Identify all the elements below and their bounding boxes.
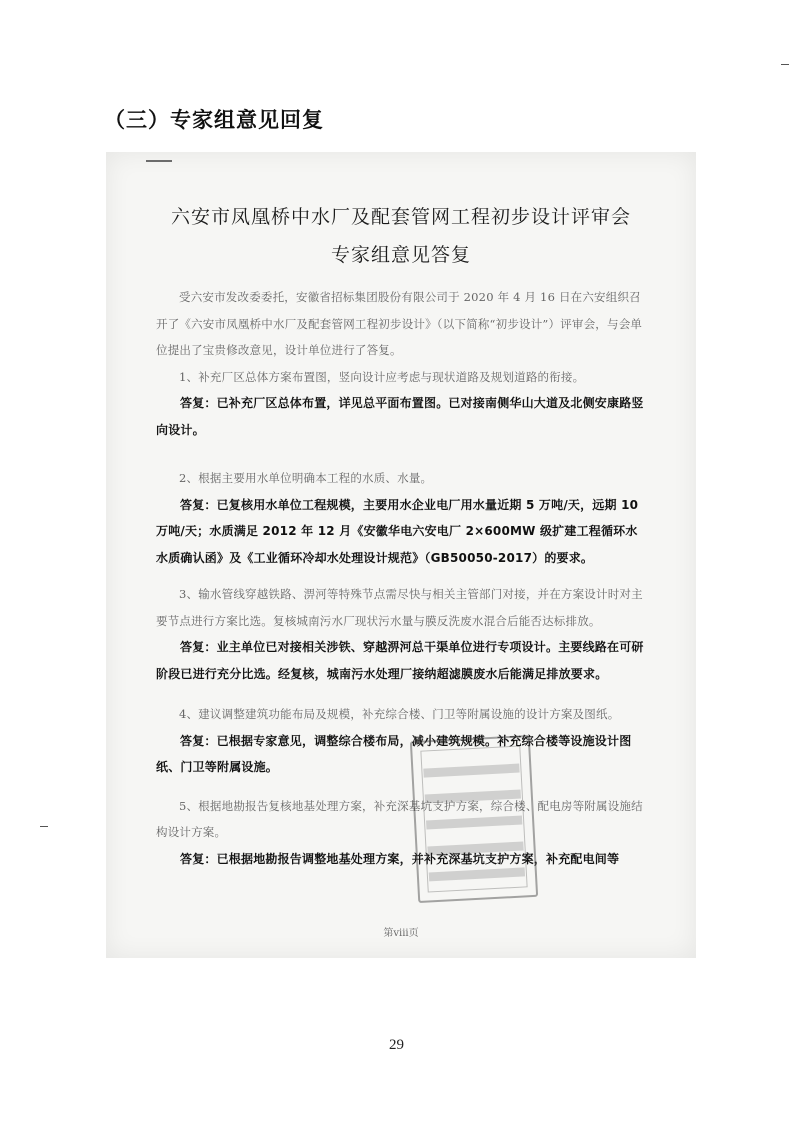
reply-4 xyxy=(156,728,644,781)
intro-paragraph: 受六安市发改委委托，安徽省招标集团股份有限公司于 2020 年 4 月 16 日在六安组织召开了《六安市凤凰桥中水厂及配套管网工程初步设计》（以下简称“初步设计”）评审会，与会单位提出了宝贵修改意见，设计单位进行了答复。 xyxy=(156,290,643,357)
opinion-2: 2、根据主要用水单位明确本工程的水质、水量。 xyxy=(179,471,433,485)
scan-dash-mark xyxy=(146,160,172,162)
scan-edge-mark xyxy=(781,64,789,65)
reply-1 xyxy=(156,390,644,443)
reply-text: 已根据地勘报告调整地基处理方案，并补充深基坑支护方案，补充配电间等 xyxy=(216,851,620,866)
reply-label: 答复： xyxy=(180,497,217,512)
reply-text: 已复核用水单位工程规模，主要用水企业电厂用水量近期 5 万吨/天，远期 10 万吨/天；水质满足 2012 年 12 月《安徽华电六安电厂 2×600MW 级扩建工程循环水水质确认函》及《工业循环冷却水处理设计规范》（GB50050-2017）的要求。 xyxy=(156,497,639,565)
opinion-5: 5、根据地勘报告复核地基处理方案，补充深基坑支护方案，综合楼、配电房等附属设施结构设计方案。 xyxy=(156,798,643,839)
reply-text: 已补充厂区总体布置，详见总平面布置图。已对接南侧华山大道及北侧安康路竖向设计。 xyxy=(156,396,644,437)
reply-label: 答复： xyxy=(180,733,217,748)
section-heading: （三）专家组意见回复 xyxy=(104,108,324,132)
reply-text: 已根据专家意见，调整综合楼布局，减小建筑规模。补充综合楼等设施设计图纸、门卫等附属设施。 xyxy=(156,733,632,774)
opinion-4: 4、建议调整建筑功能布局及规模，补充综合楼、门卫等附属设施的设计方案及图纸。 xyxy=(179,707,620,721)
reply-label: 答复： xyxy=(180,396,217,410)
scan-edge-mark xyxy=(40,826,48,827)
reply-label: 答复： xyxy=(180,851,217,866)
reply-2 xyxy=(156,492,644,572)
document-body xyxy=(156,284,644,872)
opinion-1: 1、补充厂区总体方案布置图，竖向设计应考虑与现状道路及规划道路的衔接。 xyxy=(179,369,585,384)
document-title: 六安市凤凰桥中水厂及配套管网工程初步设计评审会 xyxy=(170,206,631,228)
scanned-document xyxy=(106,152,696,958)
reply-3 xyxy=(156,634,644,687)
reply-text: 业主单位已对接相关涉铁、穿越淠河总干渠单位进行专项设计。主要线路在可研阶段已进行充分比选。经复核，城南污水处理厂接纳超滤膜废水后能满足排放要求。 xyxy=(156,640,644,681)
reply-5 xyxy=(156,846,644,873)
page-number: 29 xyxy=(389,1037,404,1053)
faded-seal-stamp xyxy=(410,735,538,903)
reply-label: 答复： xyxy=(180,640,217,654)
inner-page-number: 第viii页 xyxy=(383,928,419,939)
opinion-3: 3、输水管线穿越铁路、淠河等特殊节点需尽快与相关主管部门对接，并在方案设计时对主要节点进行方案比选。复核城南污水厂现状污水量与膜反洗废水混合后能否达标排放。 xyxy=(156,587,643,628)
document-subtitle: 专家组意见答复 xyxy=(330,244,471,266)
